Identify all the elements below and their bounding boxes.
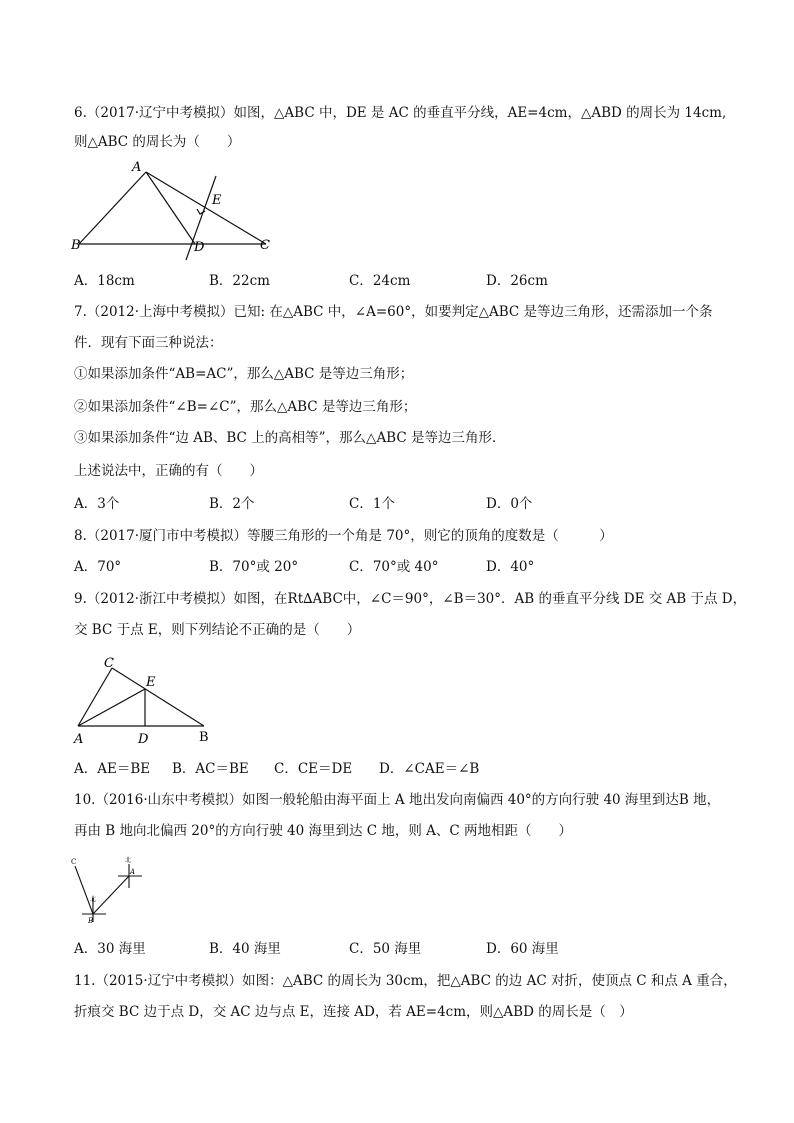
q9-figure: [70, 652, 220, 748]
q7-stem-line1: 7.（2012·上海中考模拟）已知: 在△ABC 中，∠A=60°，如要判定△ABC 是等边三角形，还需添加一个条: [74, 304, 713, 320]
q6-label-c: C: [260, 238, 270, 253]
q6-figure: [70, 158, 285, 264]
q9-label-b: B: [199, 730, 209, 745]
q10-label-a: A: [130, 868, 136, 876]
q10-option-c: C．50 海里: [349, 941, 422, 957]
q11-stem-line2: 折痕交 BC 边于点 D，交 AC 边与点 E，连接 AD，若 AE=4cm，则△ABD 的周长是（ ）: [74, 1004, 633, 1020]
q9-label-c: C: [104, 656, 114, 671]
q7-statement-1: ①如果添加条件“AB=AC”，那么△ABC 是等边三角形；: [74, 366, 414, 382]
q6-stem-line1: 6.（2017·辽宁中考模拟）如图，△ABC 中，DE 是 AC 的垂直平分线，AE=4cm，△ABD 的周长为 14cm,: [74, 105, 727, 121]
q7-option-c: C．1个: [349, 496, 395, 512]
q10-option-b: B．40 海里: [209, 941, 281, 957]
q7-stem-line6: 上述说法中，正确的有（ ）: [74, 463, 263, 479]
q8-option-a: A．70°: [74, 559, 122, 575]
q6-stem-line2: 则△ABC 的周长为（ ）: [74, 134, 241, 150]
q10-option-d: D．60 海里: [486, 941, 559, 957]
q10-north-label-a: 北: [125, 857, 132, 864]
q10-figure: [68, 852, 148, 928]
q9-option-c: C．CE＝DE: [274, 761, 353, 777]
q6-label-d: D: [194, 240, 205, 255]
q10-label-c: C: [71, 858, 77, 866]
q10-stem-line1: 10.（2016·山东中考模拟）如图一般轮船由海平面上 A 地出发向南偏西 40°的方向行驶 40 海里到达B 地，: [74, 792, 721, 808]
q11-stem-line1: 11.（2015·辽宁中考模拟）如图：△ABC 的周长为 30cm，把△ABC 的边 AC 对折，使顶点 C 和点 A 重合，: [74, 973, 737, 989]
q6-option-c: C．24cm: [349, 273, 411, 289]
q10-label-b: B: [88, 917, 94, 925]
q7-statement-2: ②如果添加条件“∠B=∠C”，那么△ABC 是等边三角形；: [74, 399, 417, 415]
q6-option-b: B．22cm: [209, 273, 270, 289]
q9-label-e: E: [146, 675, 156, 690]
q8-option-c: C．70°或 40°: [349, 559, 439, 575]
q9-stem-line1: 9.（2012·浙江中考模拟）如图，在Rt∆ABC中，∠C＝90°，∠B＝30°．AB 的垂直平分线 DE 交 AB 于点 D，: [74, 591, 747, 607]
q9-option-d: D．∠CAE＝∠B: [379, 761, 480, 777]
q7-option-b: B．2个: [209, 496, 255, 512]
q10-stem-line2: 再由 B 地向北偏西 20°的方向行驶 40 海里到达 C 地，则 A、C 两地相距（ ）: [74, 823, 573, 839]
q7-option-d: D．0个: [486, 496, 533, 512]
q9-option-a: A．AE＝BE: [74, 761, 151, 777]
q7-statement-3: ③如果添加条件“边 AB、BC 上的高相等”，那么△ABC 是等边三角形．: [74, 430, 506, 446]
q9-stem-line2: 交 BC 于点 E，则下列结论不正确的是（ ）: [74, 622, 361, 638]
q8-stem-line1: 8.（2017·厦门市中考模拟）等腰三角形的一个角是 70°，则它的顶角的度数是（ ）: [74, 528, 613, 544]
q6-label-b: B: [71, 238, 81, 253]
q10-option-a: A．30 海里: [74, 941, 146, 957]
q6-option-a: A．18cm: [74, 273, 135, 289]
q10-north-label-b: 北: [90, 896, 97, 903]
q6-option-d: D．26cm: [486, 273, 548, 289]
q9-label-d: D: [138, 732, 149, 747]
q8-option-d: D．40°: [486, 559, 535, 575]
q8-option-b: B．70°或 20°: [209, 559, 299, 575]
q7-option-a: A．3个: [74, 496, 120, 512]
q7-stem-line2: 件．现有下面三种说法：: [74, 335, 223, 351]
q9-label-a: A: [74, 732, 84, 747]
q6-label-a: A: [132, 160, 142, 175]
q6-label-e: E: [212, 193, 222, 208]
q9-option-b: B．AC＝BE: [172, 761, 249, 777]
